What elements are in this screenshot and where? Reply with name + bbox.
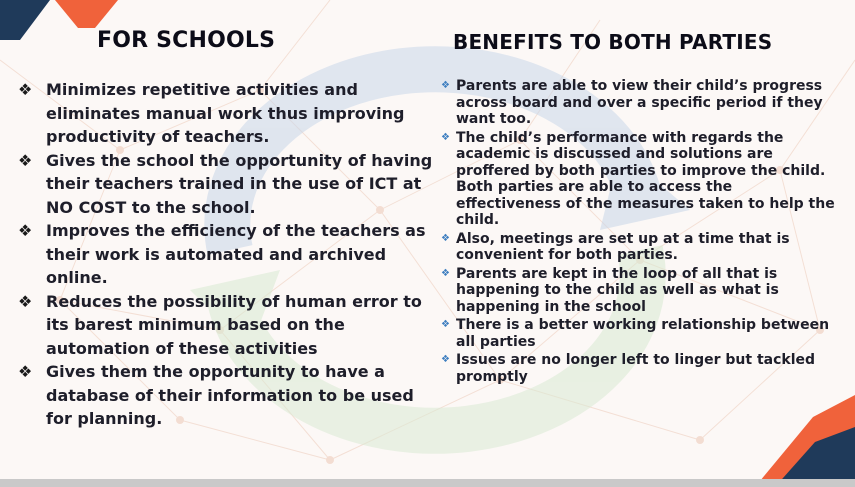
list-item-text: Parents are kept in the loop of all that is happening to the child as well as what is happening in the school [456,265,779,315]
corner-decoration-bottom-right [715,387,855,487]
benefits-list [441,78,837,387]
diamond-bullet-icon: ❖ [18,80,33,99]
for-schools-list [18,78,433,431]
list-item-text: Parents are able to view their child’s progress across board and over a specific period if they want too. [456,78,823,127]
list-item-text: The child’s performance with regards the academic is discussed and solutions are proffered by both parties to improve the child. Both parties are able to access the effectiveness of the measures taken to help the child. [456,129,835,228]
list-item [18,360,433,431]
list-item [441,352,837,385]
diamond-bullet-icon: ❖ [441,267,450,279]
benefits-to-both-parties-heading: BENEFITS TO BOTH PARTIES [453,30,773,54]
list-item [18,290,433,361]
diamond-bullet-icon: ❖ [18,150,33,170]
list-item-text: Also, meetings are set up at a time that is convenient for both parties. [456,230,790,263]
list-item-text: Issues are no longer left to linger but tackled promptly [456,352,816,385]
for-schools-heading: FOR SCHOOLS [97,28,276,53]
diamond-bullet-icon: ❖ [441,354,450,365]
list-item [441,231,837,264]
list-item-text: Improves the efficiency of the teachers as their work is automated and archived online. [46,221,426,287]
list-item-text: Reduces the possibility of human error to its barest minimum based on the automation of these activities [46,291,422,358]
diamond-bullet-icon: ❖ [441,319,450,330]
diamond-bullet-icon: ❖ [441,80,450,91]
diamond-bullet-icon: ❖ [441,232,450,244]
diamond-bullet-icon: ❖ [441,131,450,143]
list-item [18,219,433,290]
diamond-bullet-icon: ❖ [18,221,33,240]
list-item-text: Minimizes repetitive activities and eliminates manual work thus improving productivity of teachers. [46,80,405,146]
list-item [441,317,837,350]
list-item [441,266,837,316]
bottom-scroll-bar [0,479,855,487]
list-item-text: Gives the school the opportunity of having their teachers trained in the use of ICT at NO COST to the school. [46,150,433,217]
list-item [18,78,433,149]
list-item [441,78,837,128]
list-item-text: Gives them the opportunity to have a database of their information to be used for planning. [46,362,414,428]
diamond-bullet-icon: ❖ [18,362,33,381]
list-item [441,130,837,229]
list-item [18,149,433,220]
diamond-bullet-icon: ❖ [18,291,33,311]
list-item-text: There is a better working relationship between all parties [456,317,830,350]
